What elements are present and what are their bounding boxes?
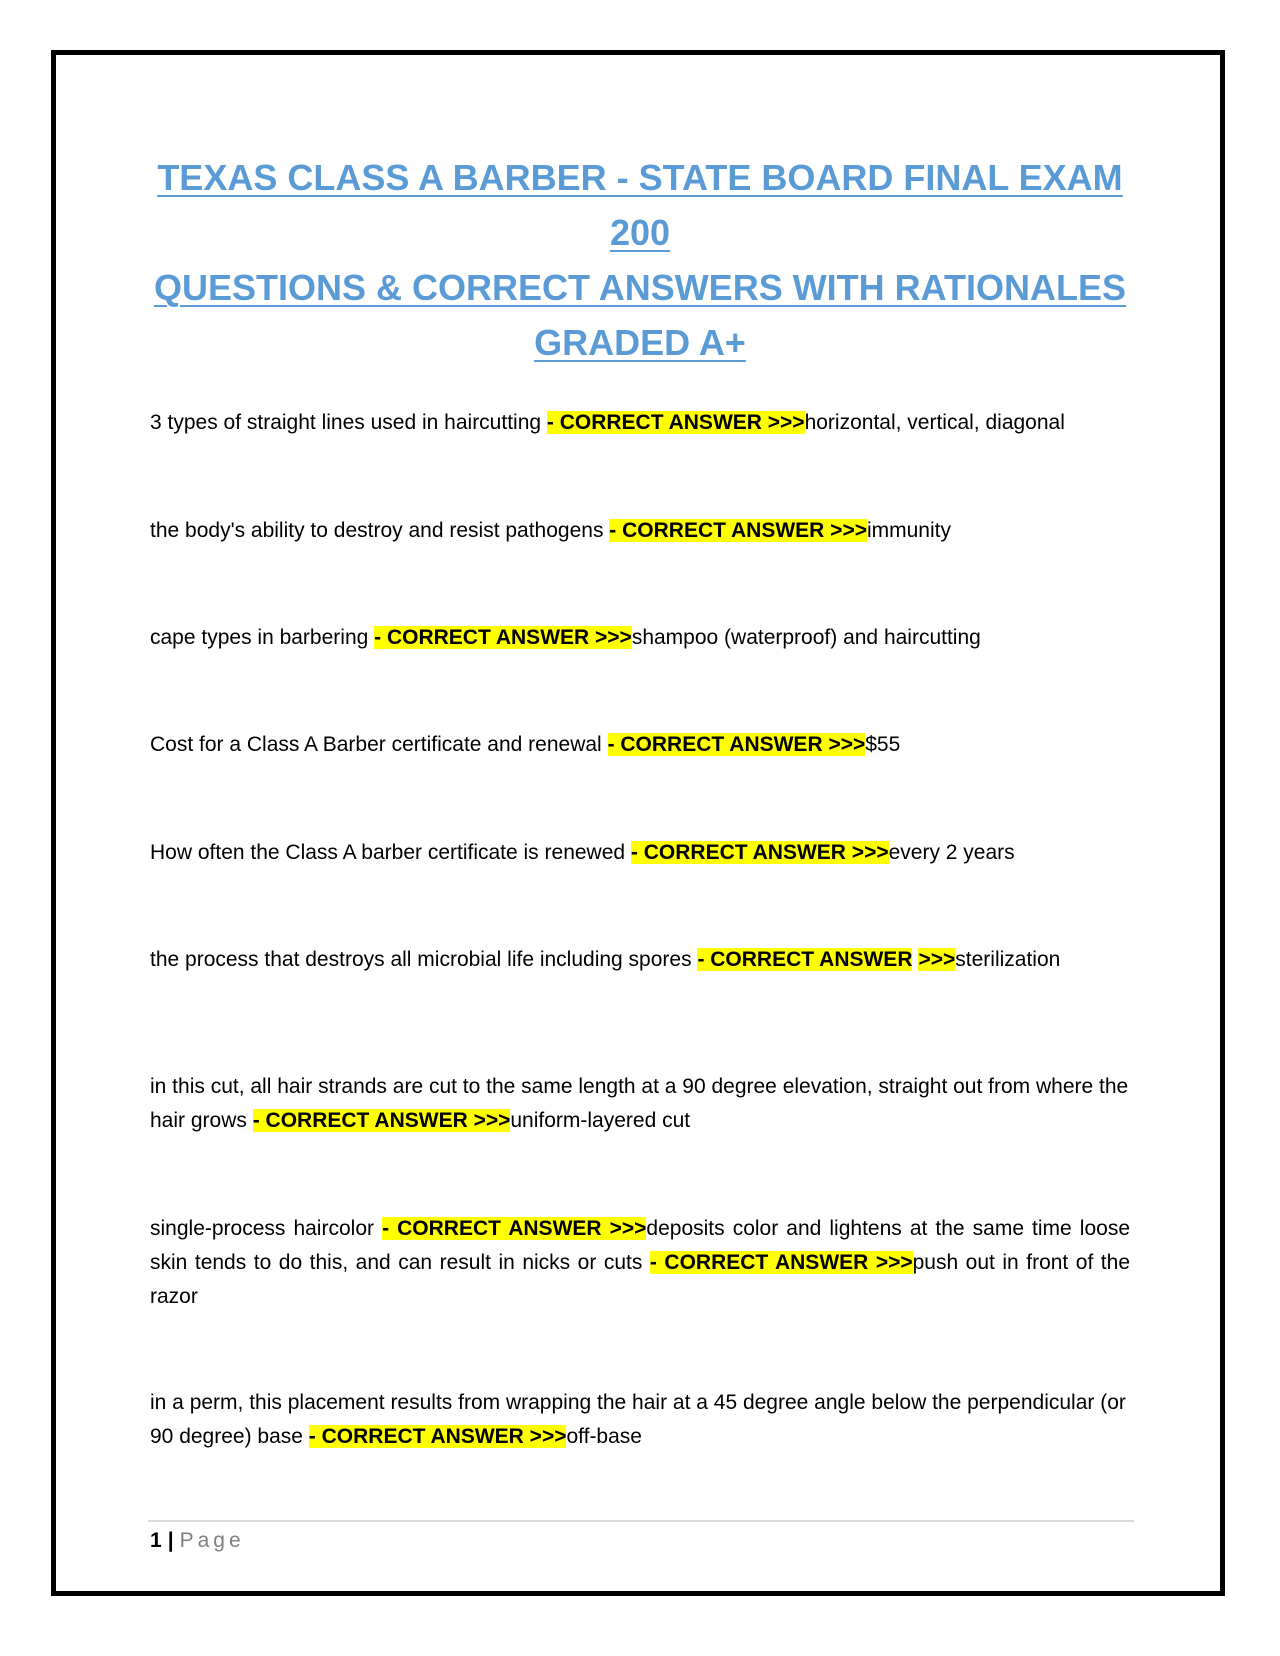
answer-text: shampoo (waterproof) and haircutting	[631, 626, 981, 649]
correct-answer-marker: - CORRECT ANSWER >>>	[607, 733, 866, 756]
qa-item-6	[150, 943, 1130, 977]
question-text: loose skin tends to do this, and can result in nicks or cuts	[150, 1217, 1130, 1274]
qa-item-1	[150, 406, 1130, 440]
answer-text: off-base	[566, 1425, 642, 1448]
title-line-3: GRADED A+	[534, 322, 746, 363]
correct-answer-marker: - CORRECT ANSWER >>>	[308, 1425, 567, 1448]
qa-item-8	[150, 1212, 1130, 1314]
answer-text: uniform-layered cut	[510, 1109, 691, 1132]
page-number: 1	[150, 1529, 162, 1552]
qa-item-10	[150, 1386, 1130, 1454]
answer-text: immunity	[866, 519, 951, 542]
correct-answer-marker: - CORRECT ANSWER >>>	[649, 1251, 913, 1274]
qa-item-7	[150, 1070, 1130, 1138]
answer-text: sterilization	[955, 948, 1061, 971]
title-line-1: TEXAS CLASS A BARBER - STATE BOARD FINAL EXAM 200	[157, 157, 1123, 253]
title-line-2: QUESTIONS & CORRECT ANSWERS WITH RATIONALES	[154, 267, 1126, 308]
correct-answer-marker: - CORRECT ANSWER >>>	[382, 1217, 647, 1240]
question-text: Cost for a Class A Barber certificate and renewal	[150, 733, 608, 756]
answer-text: horizontal, vertical, diagonal	[804, 411, 1065, 434]
document-title	[140, 150, 1140, 370]
qa-item-2	[150, 514, 1130, 548]
correct-answer-marker: - CORRECT ANSWER >>>	[609, 519, 867, 542]
correct-answer-marker: - CORRECT ANSWER >>>	[630, 841, 889, 864]
page-label: Page	[179, 1529, 245, 1552]
question-text: the body's ability to destroy and resist pathogens	[150, 519, 610, 542]
qa-item-4	[150, 728, 1130, 762]
answer-text: every 2 years	[888, 841, 1015, 864]
qa-item-5	[150, 836, 1130, 870]
question-text: the process that destroys all microbial life including spores	[150, 948, 698, 971]
answer-text: push out in front of the razor	[150, 1251, 1130, 1308]
correct-answer-marker: - CORRECT ANSWER >>>	[546, 411, 805, 434]
page-footer	[150, 1526, 245, 1556]
question-text: cape types in barbering	[150, 626, 375, 649]
qa-item-3	[150, 621, 1130, 655]
correct-answer-arrows: >>>	[918, 948, 956, 971]
answer-text: $55	[865, 733, 901, 756]
correct-answer-marker: - CORRECT ANSWER	[697, 948, 913, 971]
answer-text: deposits color and lightens at the same time	[646, 1217, 1072, 1240]
question-text: How often the Class A barber certificate is renewed	[150, 841, 631, 864]
correct-answer-marker: - CORRECT ANSWER >>>	[374, 626, 632, 649]
question-text: single-process haircolor	[150, 1217, 383, 1240]
correct-answer-marker: - CORRECT ANSWER >>>	[252, 1109, 511, 1132]
footer-divider	[148, 1520, 1134, 1522]
question-text: in a perm, this placement results from wrapping the hair at a 45 degree angle below the perpendicular (or 90 degree) base	[150, 1391, 1126, 1448]
question-text: in this cut, all hair strands are cut to the same length at a 90 degree elevation, straight out from where the hair grows	[150, 1075, 1129, 1132]
footer-separator: |	[167, 1529, 174, 1552]
question-text: 3 types of straight lines used in haircutting	[150, 411, 547, 434]
